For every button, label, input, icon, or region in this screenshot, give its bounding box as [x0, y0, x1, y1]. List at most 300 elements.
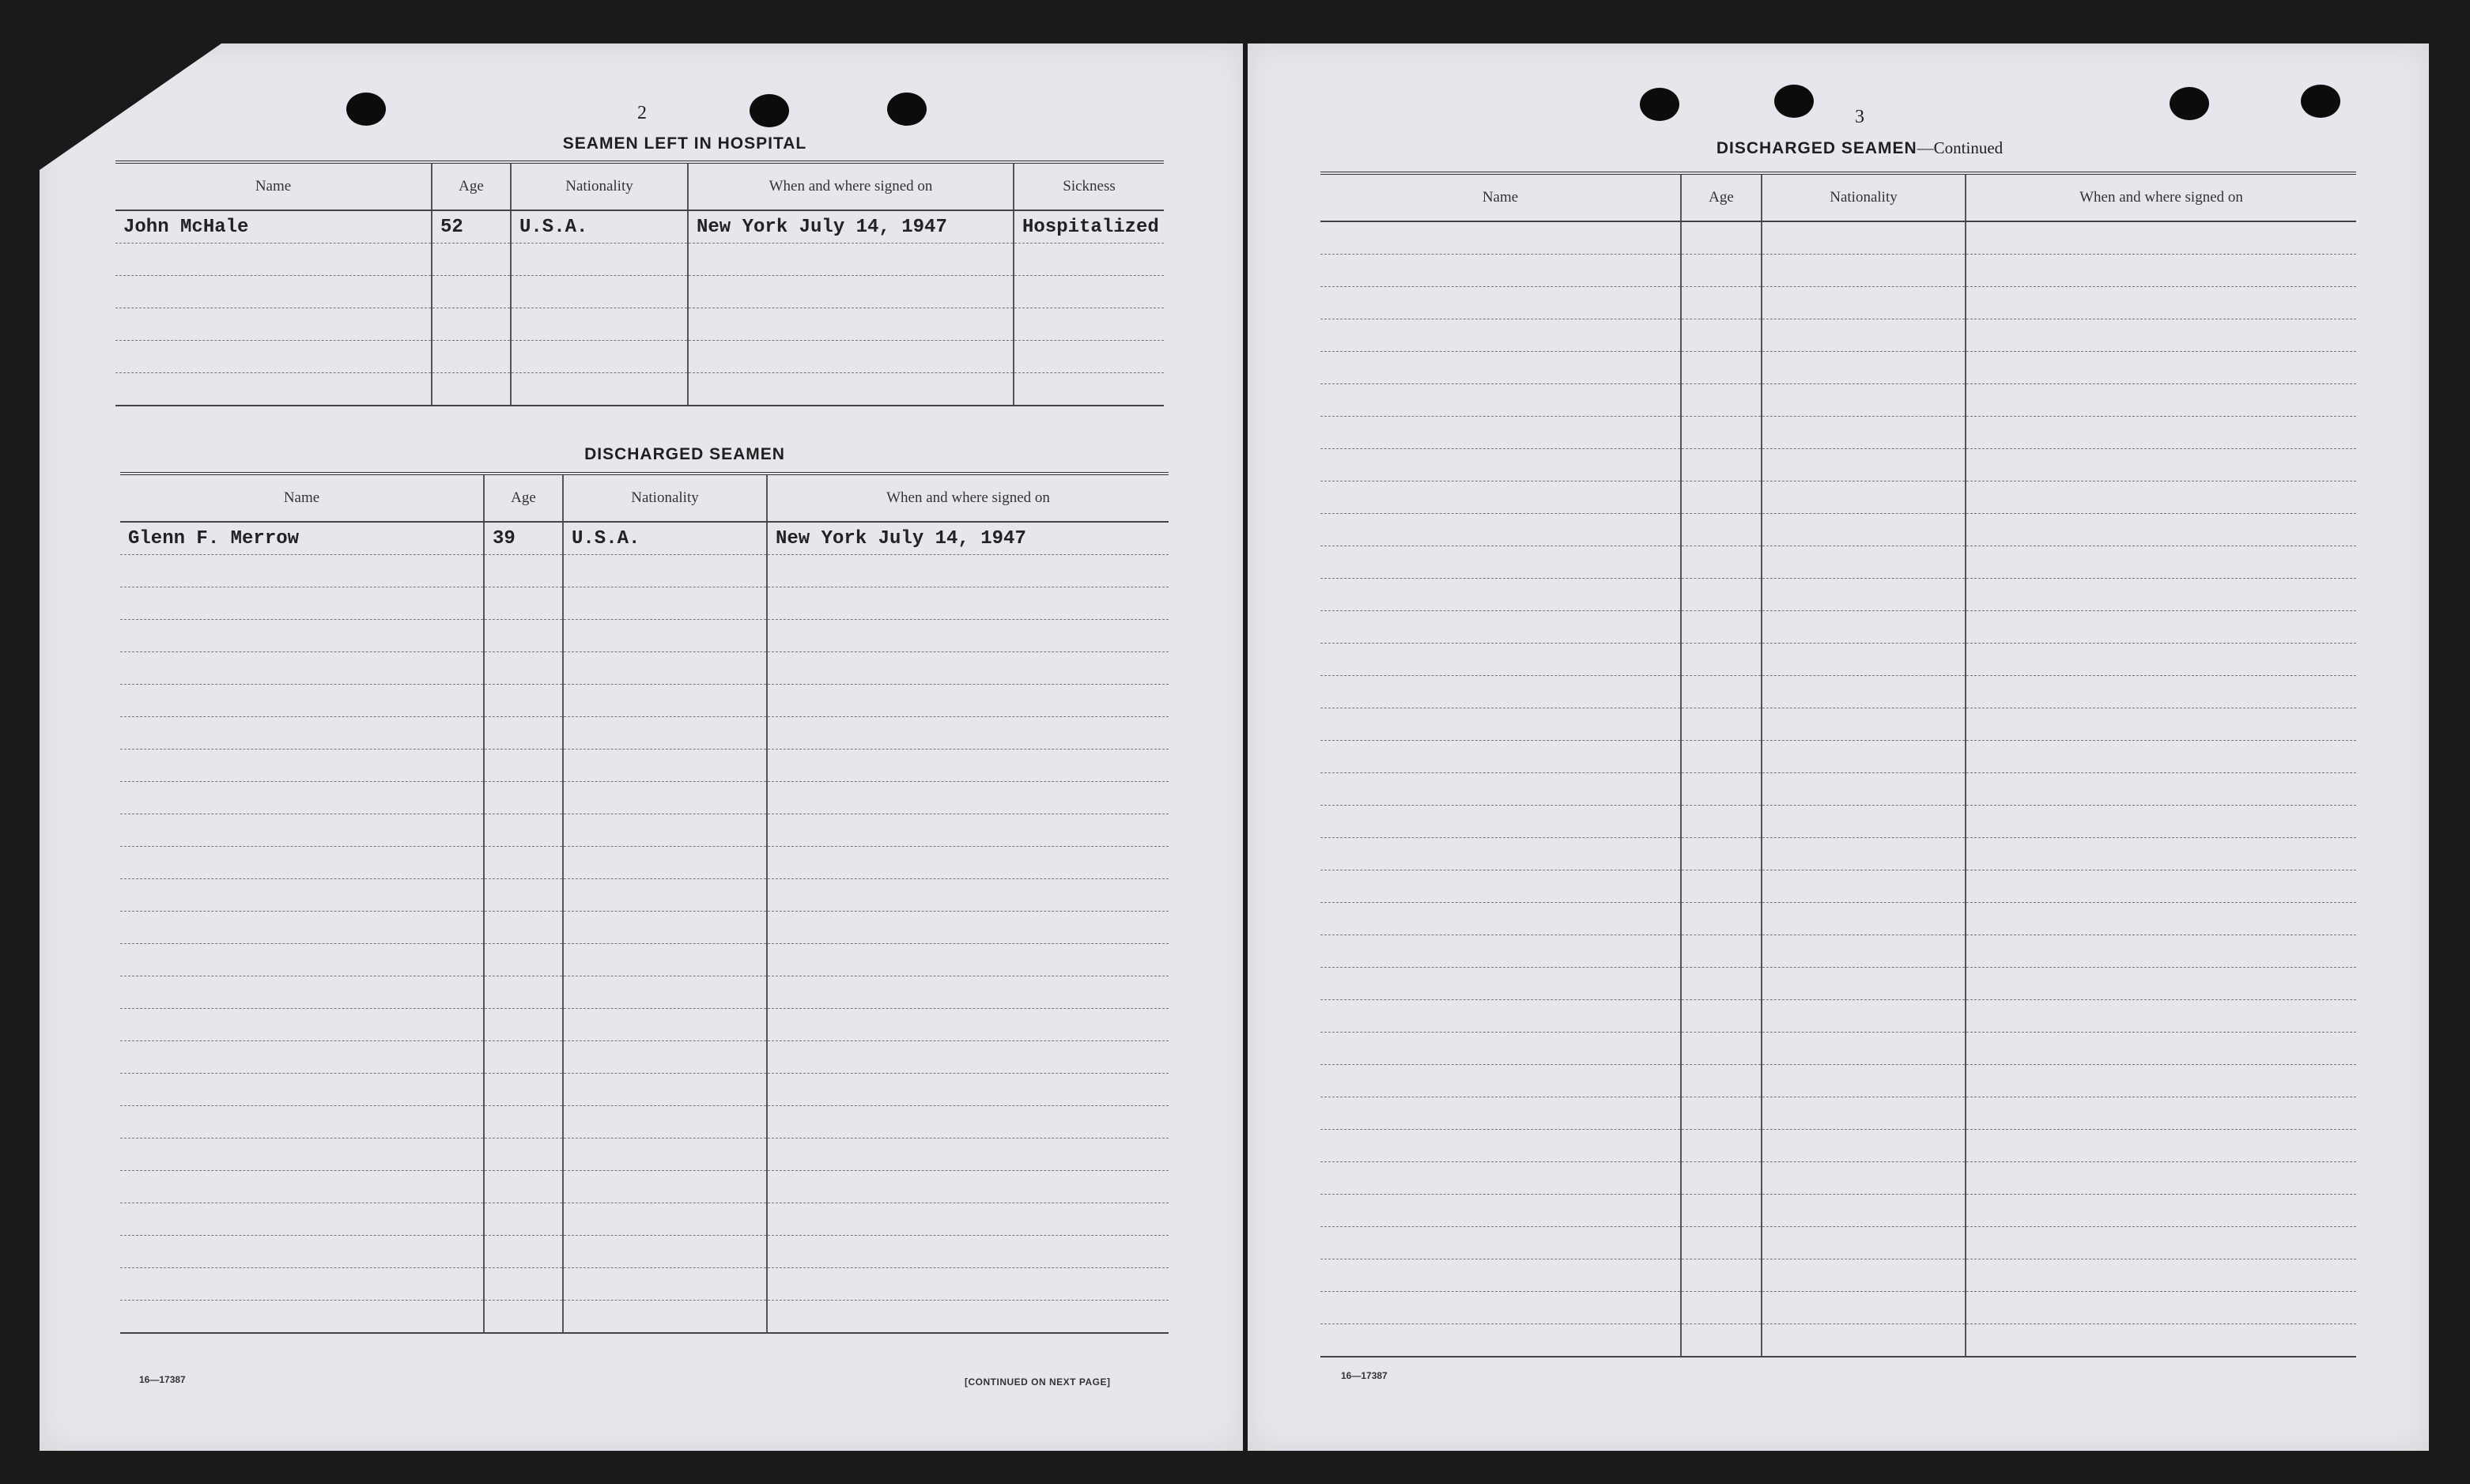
table-header-row: [120, 474, 1169, 522]
column-header: When and where signed on: [688, 162, 1014, 210]
binder-hole: [2301, 85, 2340, 118]
table-cell: [1320, 417, 1681, 449]
table-cell: [1966, 838, 2356, 870]
table-cell: [1762, 1033, 1966, 1065]
table-cell: [563, 620, 767, 652]
table-cell: [767, 1203, 1169, 1236]
table-cell: [1681, 968, 1762, 1000]
table-row: [120, 1301, 1169, 1334]
table-cell: [484, 1268, 563, 1301]
table-cell: [1762, 255, 1966, 287]
table-cell: [1966, 579, 2356, 611]
table-cell: [1681, 449, 1762, 481]
section-title-text: DISCHARGED SEAMEN: [1716, 139, 1917, 157]
table-cell: [1966, 968, 2356, 1000]
table-row: [1320, 1227, 2356, 1259]
table-cell: [1966, 741, 2356, 773]
table-cell: [767, 717, 1169, 750]
table-cell: [767, 814, 1169, 847]
table-row: [120, 782, 1169, 814]
table-cell: [1681, 1227, 1762, 1259]
table-cell: [563, 944, 767, 976]
table-cell: [767, 1041, 1169, 1074]
table-cell: [1681, 870, 1762, 903]
table-row: [120, 1041, 1169, 1074]
table-cell: [563, 1236, 767, 1268]
table-cell: [1320, 741, 1681, 773]
table-cell: [120, 685, 484, 717]
table-cell: 52: [432, 210, 511, 244]
table-row: [1320, 1097, 2356, 1130]
table-cell: [1320, 935, 1681, 968]
table-cell: [511, 276, 688, 308]
table-cell: [1320, 1000, 1681, 1033]
table-cell: [1681, 352, 1762, 384]
table-cell: [1681, 1259, 1762, 1292]
table-cell: [484, 814, 563, 847]
table-cell: [688, 308, 1014, 341]
table-row: [120, 587, 1169, 620]
table-cell: [1320, 319, 1681, 352]
table-cell: [120, 1138, 484, 1171]
table-cell: [484, 587, 563, 620]
table-cell: New York July 14, 1947: [688, 210, 1014, 244]
continued-note: [CONTINUED ON NEXT PAGE]: [965, 1376, 1111, 1388]
table-cell: [511, 373, 688, 406]
table-cell: [1320, 1227, 1681, 1259]
table-cell: [484, 717, 563, 750]
table-row: [1320, 838, 2356, 870]
table-cell: [120, 976, 484, 1009]
table-cell: [120, 1236, 484, 1268]
table-cell: [563, 1138, 767, 1171]
table-row: [1320, 287, 2356, 319]
table-row: [120, 685, 1169, 717]
table-cell: [1762, 319, 1966, 352]
table-cell: [1966, 870, 2356, 903]
table-cell: [1762, 514, 1966, 546]
table-cell: [1320, 287, 1681, 319]
table-cell: [1681, 1033, 1762, 1065]
table-cell: [484, 1236, 563, 1268]
table-cell: [1762, 1162, 1966, 1195]
table-cell: [484, 1041, 563, 1074]
table-cell: [120, 1074, 484, 1106]
table-cell: [1966, 708, 2356, 741]
table-cell: [484, 652, 563, 685]
table-cell: [484, 1171, 563, 1203]
table-cell: [1681, 546, 1762, 579]
table-cell: [1320, 1324, 1681, 1358]
table-row: [1320, 644, 2356, 676]
binder-hole: [1774, 85, 1814, 118]
table-cell: [563, 814, 767, 847]
column-header: Name: [120, 474, 484, 522]
table-cell: [1762, 611, 1966, 644]
table-cell: [563, 717, 767, 750]
table-row: [120, 847, 1169, 879]
table-cell: [767, 1301, 1169, 1334]
table-row: [115, 210, 1164, 244]
table-cell: [120, 879, 484, 912]
table-cell: [767, 879, 1169, 912]
table-cell: [1014, 276, 1164, 308]
table-row: [1320, 903, 2356, 935]
table-row: [1320, 514, 2356, 546]
table-cell: [1681, 287, 1762, 319]
table-cell: [115, 373, 432, 406]
table-cell: U.S.A.: [511, 210, 688, 244]
table-cell: [1762, 221, 1966, 255]
binder-hole: [750, 94, 789, 127]
table-cell: [1966, 417, 2356, 449]
table-cell: [767, 652, 1169, 685]
table-cell: [1966, 255, 2356, 287]
table-cell: [688, 341, 1014, 373]
hospital-rows: [115, 210, 1164, 406]
table-cell: [767, 1138, 1169, 1171]
table-cell: Hospitalized: [1014, 210, 1164, 244]
column-header: Age: [432, 162, 511, 210]
table-cell: [115, 308, 432, 341]
table-cell: [1681, 903, 1762, 935]
table-row: [1320, 1033, 2356, 1065]
table-cell: [1966, 903, 2356, 935]
page-number: 3: [1855, 107, 1864, 127]
table-cell: [1681, 319, 1762, 352]
table-cell: [1966, 1065, 2356, 1097]
table-row: [120, 750, 1169, 782]
table-row: [1320, 1195, 2356, 1227]
table-cell: [563, 1041, 767, 1074]
table-cell: [1014, 244, 1164, 276]
table-cell: [1681, 1130, 1762, 1162]
table-header-row: [115, 162, 1164, 210]
table-cell: [1320, 1195, 1681, 1227]
table-cell: [484, 847, 563, 879]
table-cell: [1762, 1130, 1966, 1162]
table-cell: [1681, 741, 1762, 773]
table-row: [1320, 481, 2356, 514]
table-cell: [1966, 1097, 2356, 1130]
column-header: Name: [115, 162, 432, 210]
table-row: [120, 1138, 1169, 1171]
table-cell: [120, 814, 484, 847]
table-cell: [1966, 1130, 2356, 1162]
table-cell: [1966, 1259, 2356, 1292]
table-cell: [563, 1106, 767, 1138]
table-cell: [1966, 352, 2356, 384]
table-cell: [120, 555, 484, 587]
table-cell: [1320, 611, 1681, 644]
table-cell: [1681, 1292, 1762, 1324]
table-cell: [767, 750, 1169, 782]
table-row: [115, 308, 1164, 341]
table-cell: [767, 1106, 1169, 1138]
table-cell: [767, 1171, 1169, 1203]
table-row: [1320, 1162, 2356, 1195]
table-cell: [432, 373, 511, 406]
table-cell: [767, 587, 1169, 620]
column-header: Age: [1681, 173, 1762, 221]
table-cell: [432, 244, 511, 276]
table-row: [120, 912, 1169, 944]
table-cell: [1681, 579, 1762, 611]
table-cell: [1320, 1097, 1681, 1130]
table-cell: [1320, 806, 1681, 838]
table-cell: [120, 587, 484, 620]
table-cell: [767, 976, 1169, 1009]
table-cell: [1320, 676, 1681, 708]
table-row: [1320, 935, 2356, 968]
table-cell: [563, 1009, 767, 1041]
table-cell: [1966, 481, 2356, 514]
table-cell: [563, 555, 767, 587]
column-header: Nationality: [511, 162, 688, 210]
table-cell: [563, 1171, 767, 1203]
column-header: Nationality: [563, 474, 767, 522]
table-cell: [484, 1203, 563, 1236]
table-cell: [1681, 1000, 1762, 1033]
table-cell: [120, 1171, 484, 1203]
table-cell: [1681, 1065, 1762, 1097]
table-cell: [1681, 481, 1762, 514]
table-cell: [120, 912, 484, 944]
table-row: [120, 944, 1169, 976]
table-row: [120, 976, 1169, 1009]
table-row: [1320, 352, 2356, 384]
table-cell: [1966, 1292, 2356, 1324]
left-page: [40, 43, 1243, 1451]
table-cell: [1762, 1000, 1966, 1033]
table-row: [1320, 708, 2356, 741]
table-cell: [563, 1268, 767, 1301]
table-cell: [563, 652, 767, 685]
table-row: [120, 1106, 1169, 1138]
table-row: [115, 341, 1164, 373]
table-cell: [120, 847, 484, 879]
hospital-table: [115, 160, 1164, 406]
table-row: [1320, 611, 2356, 644]
table-cell: [120, 1203, 484, 1236]
table-row: [1320, 1292, 2356, 1324]
column-header: Sickness: [1014, 162, 1164, 210]
discharged-continued-table: [1320, 172, 2356, 1358]
table-row: [120, 1171, 1169, 1203]
table-cell: [1681, 806, 1762, 838]
table-cell: U.S.A.: [563, 522, 767, 555]
table-cell: [1681, 1162, 1762, 1195]
table-cell: [1681, 935, 1762, 968]
table-cell: [120, 1009, 484, 1041]
table-cell: [1014, 308, 1164, 341]
table-cell: [1320, 449, 1681, 481]
table-cell: [1762, 384, 1966, 417]
table-cell: [1320, 903, 1681, 935]
table-cell: [1966, 611, 2356, 644]
page-number: 2: [637, 103, 647, 123]
table-cell: [1762, 1227, 1966, 1259]
table-cell: New York July 14, 1947: [767, 522, 1169, 555]
table-cell: [511, 308, 688, 341]
table-cell: [1762, 287, 1966, 319]
table-cell: [1966, 384, 2356, 417]
table-cell: [1762, 417, 1966, 449]
table-cell: [432, 276, 511, 308]
table-row: [1320, 1324, 2356, 1358]
table-cell: 39: [484, 522, 563, 555]
table-cell: [563, 1301, 767, 1334]
binder-hole: [887, 93, 927, 126]
table-cell: [1681, 255, 1762, 287]
table-cell: [120, 782, 484, 814]
table-cell: [484, 685, 563, 717]
table-cell: [1966, 773, 2356, 806]
table-row: [115, 244, 1164, 276]
table-cell: [120, 1106, 484, 1138]
table-cell: [1966, 514, 2356, 546]
table-row: [120, 1268, 1169, 1301]
table-row: [1320, 676, 2356, 708]
table-row: [1320, 255, 2356, 287]
table-cell: [1320, 708, 1681, 741]
table-cell: [767, 944, 1169, 976]
right-page: [1248, 43, 2429, 1451]
table-cell: [1681, 1195, 1762, 1227]
binder-hole: [346, 93, 386, 126]
table-cell: [1681, 384, 1762, 417]
table-cell: [1762, 1065, 1966, 1097]
table-cell: [1966, 806, 2356, 838]
table-row: [120, 652, 1169, 685]
table-cell: [1681, 611, 1762, 644]
table-cell: [484, 912, 563, 944]
table-cell: [1762, 1259, 1966, 1292]
table-cell: [484, 620, 563, 652]
table-cell: [1966, 1227, 2356, 1259]
table-row: [1320, 384, 2356, 417]
table-cell: [484, 782, 563, 814]
table-cell: [767, 1074, 1169, 1106]
discharged-table: [120, 472, 1169, 1334]
table-cell: [1966, 546, 2356, 579]
section-title-discharged-continued: [1622, 138, 2097, 158]
table-cell: [1762, 1324, 1966, 1358]
table-cell: [511, 341, 688, 373]
table-cell: [1762, 449, 1966, 481]
table-cell: [767, 555, 1169, 587]
table-cell: [1966, 644, 2356, 676]
torn-corner: [40, 43, 221, 170]
table-cell: [1320, 1033, 1681, 1065]
table-cell: [1320, 1162, 1681, 1195]
table-cell: [1320, 968, 1681, 1000]
table-cell: [1320, 579, 1681, 611]
table-cell: [563, 976, 767, 1009]
table-cell: [1681, 773, 1762, 806]
table-cell: [1966, 1324, 2356, 1358]
table-cell: [484, 750, 563, 782]
section-title-suffix: —Continued: [1917, 138, 2004, 157]
table-cell: [1320, 546, 1681, 579]
table-cell: [1681, 514, 1762, 546]
table-row: [1320, 417, 2356, 449]
table-cell: [1320, 481, 1681, 514]
table-cell: [563, 750, 767, 782]
table-row: [120, 1236, 1169, 1268]
table-row: [120, 814, 1169, 847]
table-cell: [767, 1009, 1169, 1041]
table-cell: [115, 341, 432, 373]
table-cell: [1681, 1097, 1762, 1130]
table-cell: [767, 1268, 1169, 1301]
table-row: [1320, 1130, 2356, 1162]
table-row: [1320, 741, 2356, 773]
table-row: [115, 276, 1164, 308]
table-cell: [120, 750, 484, 782]
table-cell: [1762, 968, 1966, 1000]
table-cell: [1320, 1259, 1681, 1292]
table-cell: [688, 244, 1014, 276]
form-code: 16—17387: [1341, 1370, 1388, 1381]
table-cell: [1681, 417, 1762, 449]
table-cell: [563, 1203, 767, 1236]
table-cell: [563, 847, 767, 879]
table-cell: [688, 373, 1014, 406]
table-cell: [1966, 1033, 2356, 1065]
discharged-continued-rows: [1320, 221, 2356, 1357]
table-cell: [563, 782, 767, 814]
table-cell: [1762, 773, 1966, 806]
column-header: When and where signed on: [1966, 173, 2356, 221]
table-cell: [563, 879, 767, 912]
table-cell: [1681, 221, 1762, 255]
table-cell: [120, 944, 484, 976]
table-row: [1320, 806, 2356, 838]
table-cell: [1762, 870, 1966, 903]
table-cell: [1762, 481, 1966, 514]
table-row: [120, 1009, 1169, 1041]
table-row: [1320, 1259, 2356, 1292]
table-cell: [484, 976, 563, 1009]
table-cell: [432, 341, 511, 373]
table-cell: [563, 587, 767, 620]
column-header: Age: [484, 474, 563, 522]
table-cell: [1681, 708, 1762, 741]
table-cell: [1762, 1292, 1966, 1324]
table-cell: [1681, 1324, 1762, 1358]
table-cell: [484, 879, 563, 912]
table-cell: [1762, 806, 1966, 838]
table-cell: [484, 1106, 563, 1138]
table-cell: [1014, 373, 1164, 406]
table-cell: [1762, 1097, 1966, 1130]
table-row: [120, 522, 1169, 555]
table-cell: [484, 1138, 563, 1171]
table-row: [115, 373, 1164, 406]
table-header-row: [1320, 173, 2356, 221]
table-cell: [1320, 870, 1681, 903]
table-cell: [767, 1236, 1169, 1268]
section-title-discharged: DISCHARGED SEAMEN: [584, 445, 785, 463]
table-row: [1320, 1065, 2356, 1097]
table-cell: [1762, 708, 1966, 741]
table-cell: [563, 912, 767, 944]
table-cell: [115, 276, 432, 308]
table-cell: [484, 1074, 563, 1106]
table-cell: [767, 620, 1169, 652]
table-cell: [120, 1268, 484, 1301]
